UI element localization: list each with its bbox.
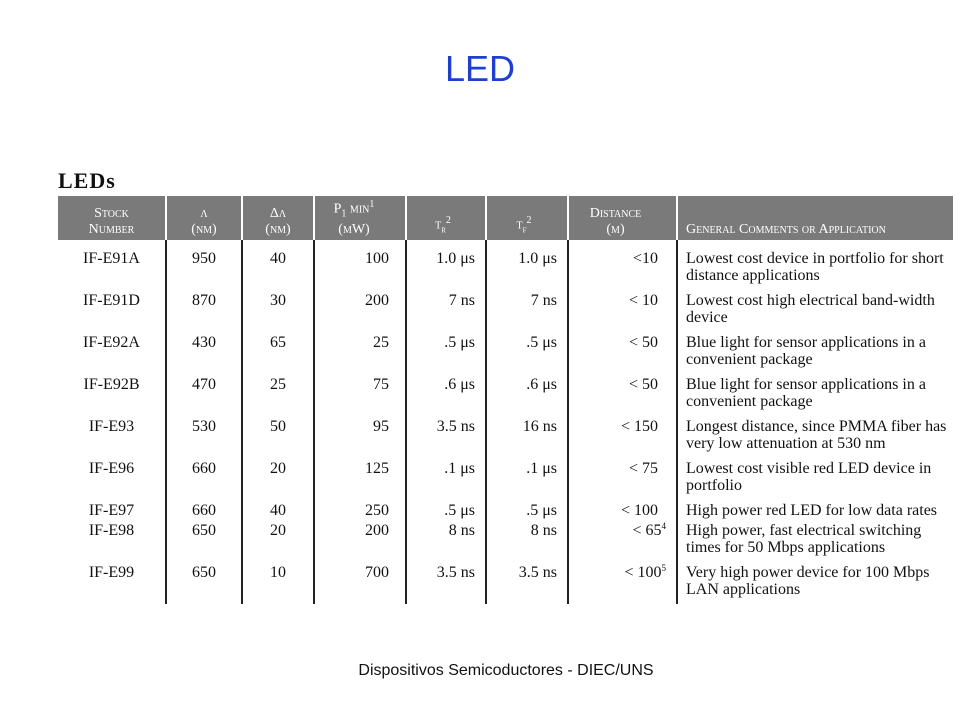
cell-distance-value: <10 [632,250,658,267]
cell-delta-lambda: 65 [242,334,314,376]
cell-distance [568,522,677,564]
header-rise-footnote: 2 [445,214,451,226]
cell-delta-lambda: 20 [242,460,314,502]
cell-distance [568,334,677,376]
cell-lambda: 660 [166,460,242,502]
table-row [58,564,953,604]
cell-distance [568,502,677,522]
cell-stock: IF-E91A [58,240,166,292]
cell-stock: IF-E91D [58,292,166,334]
distance-footnote: 5 [661,563,666,573]
table-row [58,334,953,376]
cell-power-min: 200 [314,522,406,564]
cell-comments: High power red LED for low data rates [686,502,938,519]
header-distance-label: Distance [589,206,642,221]
table-row [58,418,953,460]
cell-rise-time: .5 μs [406,502,486,522]
header-power-symbol: P [333,201,342,217]
header-lambda [166,196,242,240]
cell-rise-time: 3.5 ns [406,418,486,460]
cell-delta-lambda: 40 [242,502,314,522]
cell-stock: IF-E97 [58,502,166,522]
header-power-sub: 1 [341,208,347,219]
header-distance-unit: (m) [606,222,625,237]
cell-rise-time: 8 ns [406,522,486,564]
cell-delta-lambda: 25 [242,376,314,418]
cell-distance-value: < 150 [620,418,658,435]
header-stock-number [58,196,166,240]
header-fall-footnote: 2 [526,214,532,226]
cell-distance [568,240,677,292]
header-distance [568,196,677,240]
cell-lambda: 950 [166,240,242,292]
cell-lambda: 470 [166,376,242,418]
header-delta-lambda [242,196,314,240]
header-stock-line1: Stock [94,206,129,221]
cell-delta-lambda: 40 [242,240,314,292]
cell-lambda: 650 [166,522,242,564]
header-lambda-symbol: λ [200,206,208,221]
cell-delta-lambda: 50 [242,418,314,460]
cell-fall-time: .1 μs [486,460,568,502]
cell-delta-lambda: 10 [242,564,314,604]
cell-stock: IF-E92A [58,334,166,376]
cell-fall-time: 7 ns [486,292,568,334]
cell-power-min: 700 [314,564,406,604]
cell-comments: Lowest cost high electrical band-width device [686,292,935,326]
cell-distance-value: < 75 [628,460,658,477]
cell-comments: Very high power device for 100 Mbps LAN applications [686,564,930,598]
cell-power-min: 100 [314,240,406,292]
cell-distance-value: < 100 [624,564,662,581]
header-lambda-unit: (nm) [191,222,217,237]
cell-fall-time: 16 ns [486,418,568,460]
table-header-row [58,196,953,240]
table-row [58,376,953,418]
cell-fall-time: .5 μs [486,334,568,376]
cell-fall-time: .6 μs [486,376,568,418]
led-table [58,196,953,604]
cell-fall-time: 1.0 μs [486,240,568,292]
cell-power-min: 125 [314,460,406,502]
cell-lambda: 660 [166,502,242,522]
table-caption: LEDs [58,168,116,193]
cell-fall-time: 3.5 ns [486,564,568,604]
cell-delta-lambda: 20 [242,522,314,564]
cell-power-min: 250 [314,502,406,522]
cell-comments: Blue light for sensor applications in a convenient package [686,334,926,368]
header-rise-base: t [435,217,442,233]
cell-fall-time: 8 ns [486,522,568,564]
cell-stock: IF-E92B [58,376,166,418]
cell-comments: Lowest cost device in portfolio for short distance applications [686,250,944,284]
table-row [58,460,953,502]
header-power-min-text: min [349,201,370,217]
header-rise-sub: r [441,224,446,235]
cell-distance [568,292,677,334]
slide-footer: Dispositivos Semicoductores - DIEC/UNS [358,662,654,679]
cell-power-min: 200 [314,292,406,334]
cell-rise-time: .6 μs [406,376,486,418]
cell-power-min: 95 [314,418,406,460]
table-row [58,502,953,522]
header-rise-time [406,196,486,240]
header-stock-line2: Number [88,222,135,237]
table-row [58,522,953,564]
cell-stock: IF-E96 [58,460,166,502]
table-row [58,292,953,334]
cell-distance [568,460,677,502]
cell-stock: IF-E99 [58,564,166,604]
cell-rise-time: 3.5 ns [406,564,486,604]
distance-footnote: 4 [661,521,666,531]
cell-distance-value: < 10 [628,292,658,309]
cell-lambda: 430 [166,334,242,376]
cell-stock: IF-E93 [58,418,166,460]
cell-lambda: 870 [166,292,242,334]
header-power-min [314,196,406,240]
header-delta-lambda-unit: (nm) [265,222,291,237]
cell-lambda: 650 [166,564,242,604]
cell-distance [568,564,677,604]
cell-power-min: 75 [314,376,406,418]
cell-comments: Longest distance, since PMMA fiber has very low attenuation at 530 nm [686,418,947,452]
cell-distance-value: < 65 [632,522,662,539]
cell-stock: IF-E98 [58,522,166,564]
cell-comments: High power, fast electrical switching times for 50 Mbps applications [686,522,922,556]
cell-delta-lambda: 30 [242,292,314,334]
slide-title: LED [444,48,516,89]
cell-distance [568,418,677,460]
cell-power-min: 25 [314,334,406,376]
header-power-unit: (μW) [338,222,370,237]
table-row [58,240,953,292]
cell-distance [568,376,677,418]
cell-distance-value: < 50 [628,376,658,393]
header-fall-time [486,196,568,240]
cell-distance-value: < 50 [628,334,658,351]
header-fall-sub: f [522,224,527,235]
cell-fall-time: .5 μs [486,502,568,522]
cell-distance-value: < 100 [620,502,658,519]
cell-comments: Lowest cost visible red LED device in portfolio [686,460,932,494]
cell-rise-time: .1 μs [406,460,486,502]
cell-rise-time: 1.0 μs [406,240,486,292]
header-comments: General Comments or Application [677,196,953,240]
header-power-footnote: 1 [369,198,375,210]
cell-lambda: 530 [166,418,242,460]
cell-rise-time: .5 μs [406,334,486,376]
cell-comments: Blue light for sensor applications in a convenient package [686,376,926,410]
header-fall-base: t [516,217,523,233]
cell-rise-time: 7 ns [406,292,486,334]
header-delta-lambda-symbol: Δλ [269,206,287,221]
